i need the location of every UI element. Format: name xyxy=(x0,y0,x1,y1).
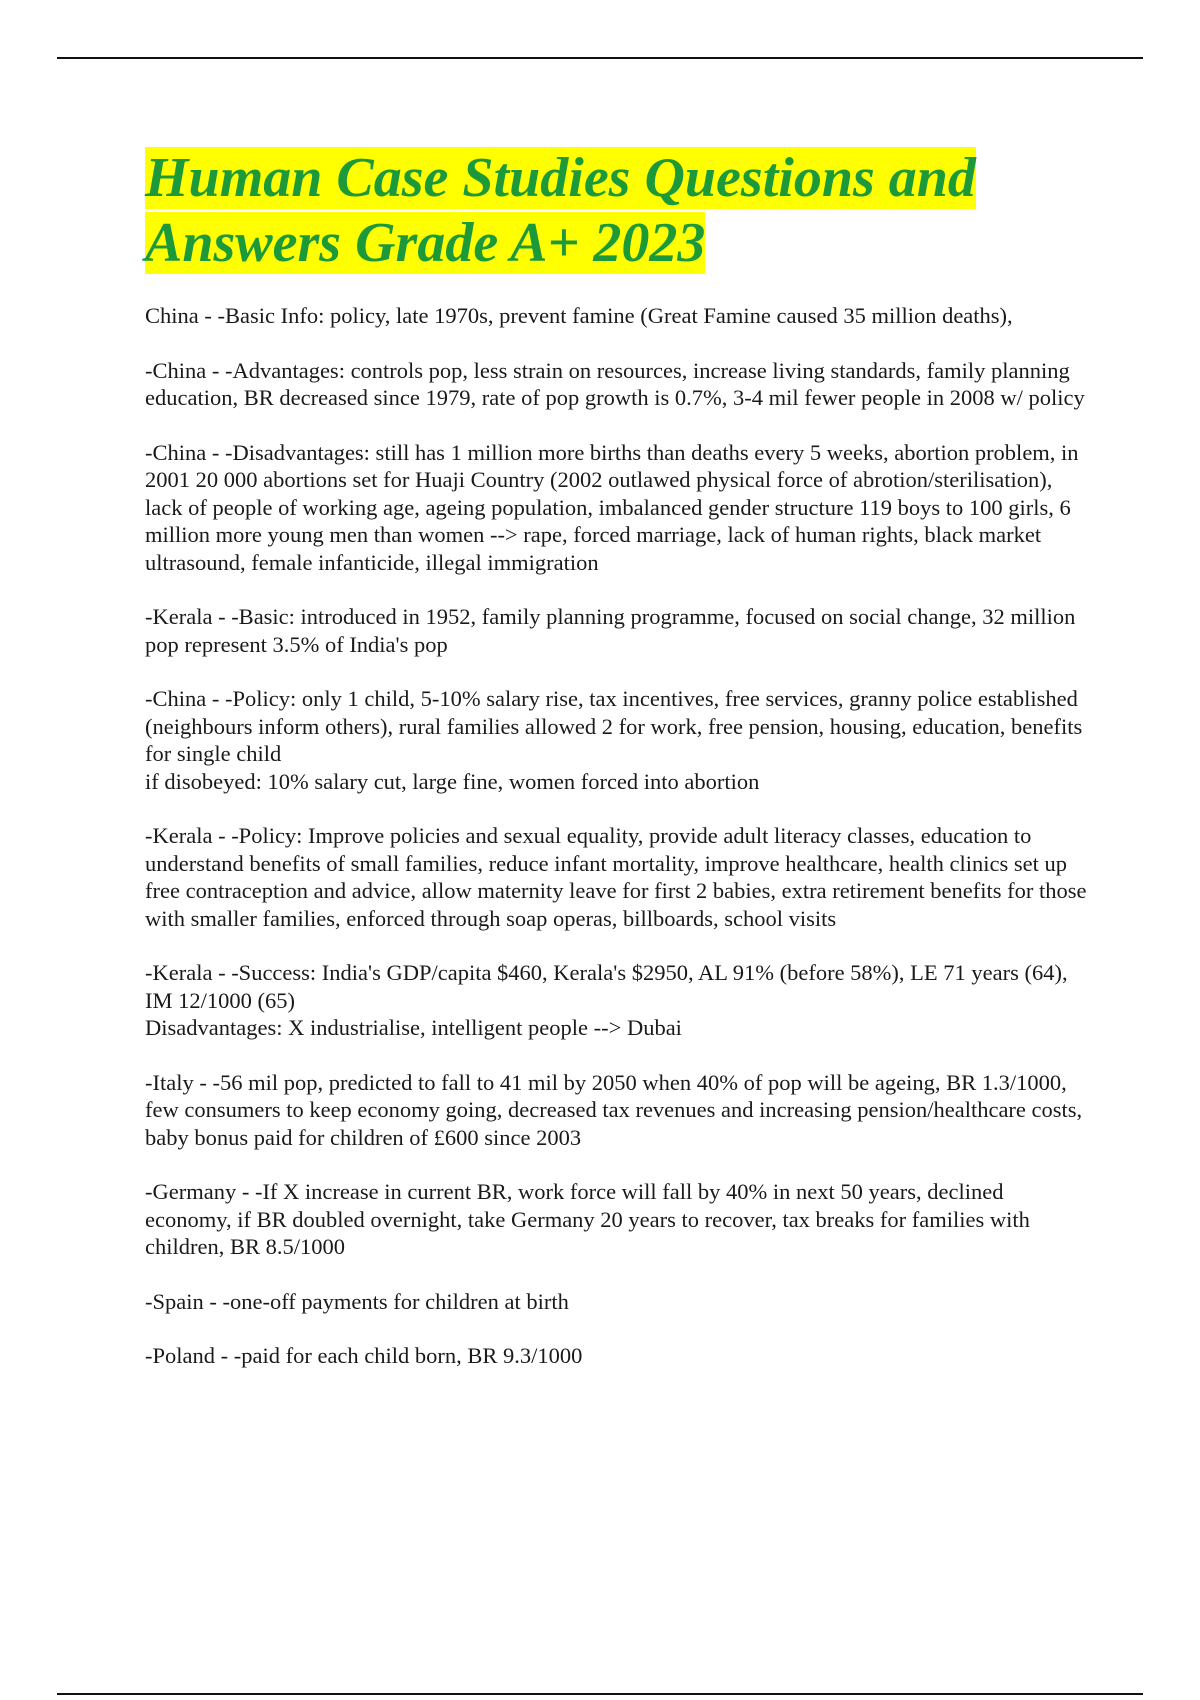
entry-text: -Kerala - -Policy: Improve policies and sexual equality, provide adult literacy classes, education to understand benefits of small families, reduce infant mortality, improve healthcare, health clinics set up free contraception and advice, allow maternity leave for first 2 babies, extra retirement benefits for those with smaller families, enforced through soap operas, billboards, school visits xyxy=(145,823,1087,931)
entry-germany xyxy=(145,1178,1095,1261)
entry-text-continued: if disobeyed: 10% salary cut, large fine, women forced into abortion xyxy=(145,768,760,794)
entry-kerala-policy xyxy=(145,822,1095,932)
page-title xyxy=(145,146,1045,276)
entry-text: -Germany - -If X increase in current BR, work force will fall by 40% in next 50 years, declined economy, if BR doubled overnight, take Germany 20 years to recover, tax breaks for families with children, BR 8.5/1000 xyxy=(145,1179,1030,1259)
entry-text: -Poland - -paid for each child born, BR 9.3/1000 xyxy=(145,1343,583,1368)
entry-text: -China - -Advantages: controls pop, less strain on resources, increase living standards, family planning education, BR decreased since 1979, rate of pop growth is 0.7%, 3-4 mil fewer people in 2008 w/ policy xyxy=(145,357,1085,410)
entry-kerala-success xyxy=(145,959,1095,1042)
entry-china-basic xyxy=(145,302,1095,330)
title-line-2: Answers Grade A+ 2023 xyxy=(145,212,706,274)
entry-poland xyxy=(145,1342,1095,1370)
entry-text: -Kerala - -Success: India's GDP/capita $460, Kerala's $2950, AL 91% (before 58%), LE 71 years (64), IM 12/1000 (65) xyxy=(145,960,1068,1013)
entry-text: -Kerala - -Basic: introduced in 1952, family planning programme, focused on social change, 32 million pop represent 3.5% of India's pop xyxy=(145,604,1076,657)
entry-text: -Italy - -56 mil pop, predicted to fall to 41 mil by 2050 when 40% of pop will be ageing, BR 1.3/1000, few consumers to keep economy going, decreased tax revenues and increasing pension/healthcare costs, baby bonus paid for children of £600 since 2003 xyxy=(145,1069,1083,1150)
bottom-rule xyxy=(57,1693,1143,1695)
entry-china-policy xyxy=(145,685,1095,795)
entry-text: -China - -Policy: only 1 child, 5-10% salary rise, tax incentives, free services, granny police established (neighbours inform others), rural families allowed 2 for work, free pension, housing, education, benefits for single child xyxy=(145,686,1083,766)
top-rule xyxy=(57,57,1143,59)
entry-china-advantages xyxy=(145,357,1095,412)
entry-kerala-basic xyxy=(145,603,1095,658)
entry-china-disadvantages xyxy=(145,439,1095,577)
title-line-1: Human Case Studies Questions and xyxy=(145,147,976,209)
entry-list xyxy=(145,302,1095,1397)
entry-text: China - -Basic Info: policy, late 1970s, prevent famine (Great Famine caused 35 million deaths), xyxy=(145,303,1013,328)
entry-italy xyxy=(145,1069,1095,1152)
entry-text: -Spain - -one-off payments for children at birth xyxy=(145,1288,569,1314)
entry-text-continued: Disadvantages: X industrialise, intelligent people --> Dubai xyxy=(145,1015,682,1040)
entry-spain xyxy=(145,1288,1095,1316)
entry-text: -China - -Disadvantages: still has 1 million more births than deaths every 5 weeks, abortion problem, in 2001 20 000 abortions set for Huaji Country (2002 outlawed physical force of abrotion/sterilisation), lack of people of working age, ageing population, imbalanced gender structure 119 boys to 100 girls, 6 million more young men than women --> rape, forced marriage, lack of human rights, black market ultrasound, female infanticide, illegal immigration xyxy=(145,439,1079,575)
